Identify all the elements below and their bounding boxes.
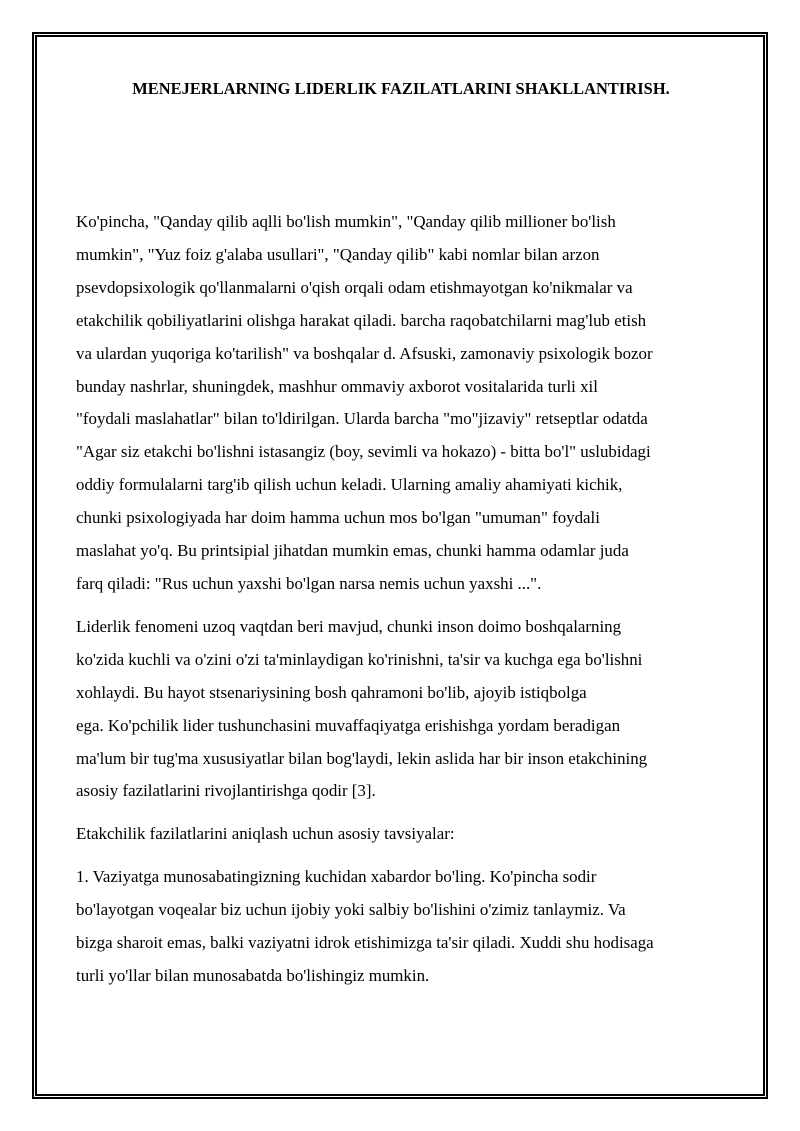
text-line: Etakchilik fazilatlarini aniqlash uchun asosiy tavsiyalar: [76, 824, 455, 844]
paragraph-recommendations-heading [76, 818, 726, 851]
text-line: asosiy fazilatlarini rivojlantirishga qodir [3]. [76, 781, 376, 801]
text-line: "foydali maslahatlar" bilan to'ldirilgan. Ularda barcha "mo"jizaviy" retseptlar odatda [76, 409, 648, 429]
text-line: ega. Ko'pchilik lider tushunchasini muvaffaqiyatga erishishga yordam beradigan [76, 715, 621, 735]
document-title: MENEJERLARNING LIDERLIK FAZILATLARINI SHAKLLANTIRISH. [132, 79, 670, 98]
paragraph-leadership [76, 611, 726, 808]
text-line: Liderlik fenomeni uzoq vaqtdan beri mavjud, chunki inson doimo boshqalarning [76, 616, 622, 636]
text-line: Ko'pincha, "Qanday qilib aqlli bo'lish mumkin", "Qanday qilib millioner bo'lish [76, 212, 616, 231]
text-line: chunki psixologiyada har doim hamma uchun mos bo'lgan "umuman" foydali [76, 508, 600, 528]
text-line: bizga sharoit emas, balki vaziyatni idrok etishimizga ta'sir qiladi. Xuddi shu hodisaga [76, 933, 654, 953]
text-line: mumkin", "Yuz foiz g'alaba usullari", "Qanday qilib" kabi nomlar bilan arzon [76, 244, 600, 264]
document-content [76, 68, 726, 1003]
text-line: etakchilik qobiliyatlarini olishga harakat qiladi. barcha raqobatchilarni mag'lub etish [76, 310, 647, 330]
document-body [76, 206, 726, 993]
text-line: bunday nashrlar, shuningdek, mashhur ommaviy axborot vositalarida turli xil [76, 376, 598, 396]
paragraph-intro [76, 206, 726, 601]
text-line: farq qiladi: "Rus uchun yaxshi bo'lgan narsa nemis uchun yaxshi ...". [76, 573, 542, 593]
text-line: oddiy formulalarni targ'ib qilish uchun keladi. Ularning amaliy ahamiyati kichik, [76, 475, 623, 495]
text-line: "Agar siz etakchi bo'lishni istasangiz (boy, sevimli va hokazo) - bitta bo'l" uslubidagi [76, 442, 651, 462]
text-line: maslahat yo'q. Bu printsipial jihatdan mumkin emas, chunki hamma odamlar juda [76, 541, 629, 561]
paragraph-recommendation-1 [76, 861, 726, 993]
text-line: xohlaydi. Bu hayot stsenariysining bosh qahramoni bo'lib, ajoyib istiqbolga [76, 682, 587, 702]
text-line: bo'layotgan voqealar biz uchun ijobiy yoki salbiy bo'lishini o'zimiz tanlaymiz. Va [76, 900, 626, 920]
text-line: psevdopsixologik qo'llanmalarni o'qish orqali odam etishmayotgan ko'nikmalar va [76, 277, 633, 297]
text-line: ko'zida kuchli va o'zini o'zi ta'minlaydigan ko'rinishni, ta'sir va kuchga ega bo'lishni [76, 649, 643, 669]
text-line: va ulardan yuqoriga ko'tarilish" va boshqalar d. Afsuski, zamonaviy psixologik bozor [76, 343, 653, 363]
text-line: turli yo'llar bilan munosabatda bo'lishingiz mumkin. [76, 965, 430, 985]
text-line: ma'lum bir tug'ma xususiyatlar bilan bog'laydi, lekin aslida har bir inson etakchining [76, 748, 648, 768]
text-line: 1. Vaziyatga munosabatingizning kuchidan xabardor bo'ling. Ko'pincha sodir [76, 867, 597, 887]
